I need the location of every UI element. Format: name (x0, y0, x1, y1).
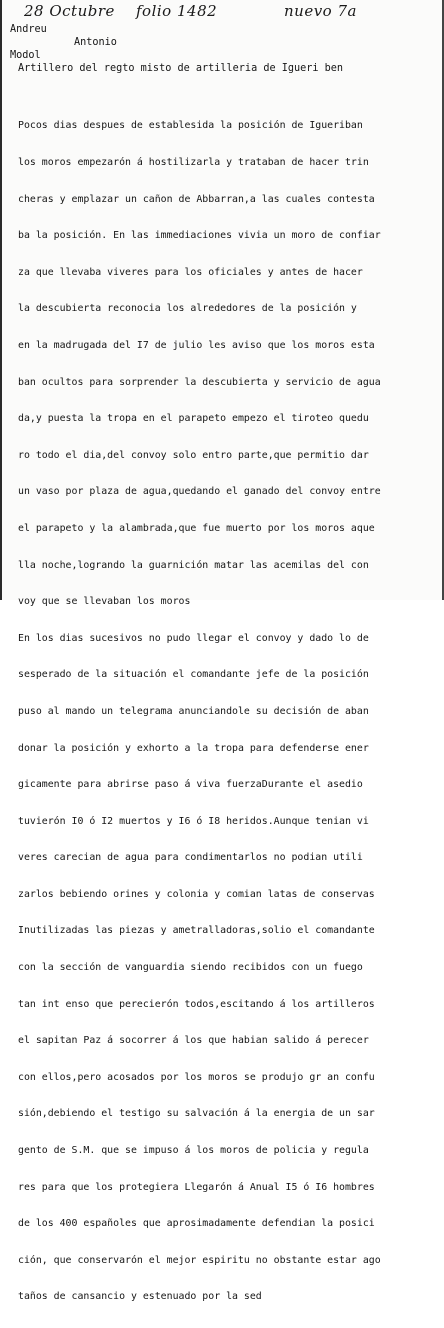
body-line: el parapeto y la alambrada,que fue muerto por los moros aque (18, 522, 375, 534)
body-line: tan int enso que perecierón todos,escitando á los artilleros (18, 998, 375, 1010)
body-line: ro todo el dia,del convoy solo entro parte,que permitio dar (18, 449, 369, 461)
body-line: gento de S.M. que se impuso á los moros de policia y regula (18, 1145, 369, 1157)
handwritten-nuevo: nuevo 7a (284, 2, 357, 20)
body-line: gicamente para abrirse paso á viva fuerzaDurante el asedio (18, 779, 363, 791)
body-line: en la madrugada del I7 de julio les aviso que los moros esta (18, 339, 375, 351)
body-line: cheras y emplazar un cañon de Abbarran,a las cuales contesta (18, 193, 375, 205)
body-line: ción, que conservarón el mejor espiritu no obstante estar ago (18, 1254, 381, 1266)
body-line: voy que se llevaban los moros (18, 596, 191, 608)
header-surname: Andreu (10, 24, 47, 35)
body-line: ban ocultos para sorprender la descubierta y servicio de agua (18, 376, 381, 388)
body-line: zarlos bebiendo orines y colonia y comian latas de conservas (18, 888, 375, 900)
handwritten-annotation (24, 2, 434, 24)
body-line: res para que los protegiera Llegarón á Anual I5 ó I6 hombres (18, 1181, 375, 1193)
body-line: da,y puesta la tropa en el parapeto empezo el tiroteo quedu (18, 413, 369, 425)
body-line: el sapitan Paz á socorrer á los que habian salido á perecer (18, 1035, 369, 1047)
body-line: ba la posición. En las immediaciones vivia un moro de confiar (18, 230, 381, 242)
header-rank: Artillero del regto misto de artilleria de Igueri ben (18, 63, 344, 74)
body-line: lla noche,logrando la guarnición matar las acemilas del con (18, 559, 369, 571)
body-line: un vaso por plaza de agua,quedando el ganado del convoy entre (18, 486, 381, 498)
body-line: con la sección de vanguardia siendo recibidos con un fuego (18, 962, 363, 974)
body-line: sión,debiendo el testigo su salvación á la energia de un sar (18, 1108, 375, 1120)
body-line: En los dias sucesivos no pudo llegar el convoy y dado lo de (18, 632, 369, 644)
body-line: Inutilizadas las piezas y ametralladoras,solio el comandante (18, 925, 375, 937)
body-line: tuvierón I0 ó I2 muertos y I6 ó I8 heridos.Aunque tenian vi (18, 815, 369, 827)
handwritten-date: 28 Octubre (24, 2, 115, 20)
body-line: sesperado de la situación el comandante jefe de la posición (18, 669, 369, 681)
header-place: Modol (10, 50, 41, 61)
body-line: za que llevaba viveres para los oficiales y antes de hacer (18, 266, 363, 278)
body-line: los moros empezarón á hostilizarla y trataban de hacer trin (18, 157, 369, 168)
body-line: donar la posición y exhorto a la tropa para defenderse ener (18, 742, 369, 754)
body-line: veres carecian de agua para condimentarlos no podian utili (18, 852, 363, 864)
body-line: taños de cansancio y estenuado por la sed (18, 1291, 262, 1303)
body-line: de los 400 españoles que aprosimadamente defendian la posici (18, 1218, 375, 1230)
body-line: puso al mando un telegrama anunciandole su decisión de aban (18, 705, 369, 717)
header-name: Antonio (74, 37, 117, 48)
handwritten-folio: folio 1482 (136, 2, 218, 20)
body-line: Pocos dias despues de establesida la posición de Igueriban (18, 120, 363, 132)
body-line: la descubierta reconocia los alrededores de la posición y (18, 303, 357, 315)
testimony-body (18, 96, 381, 1328)
body-line: con ellos,pero acosados por los moros se produjo gr an confu (18, 1071, 375, 1083)
